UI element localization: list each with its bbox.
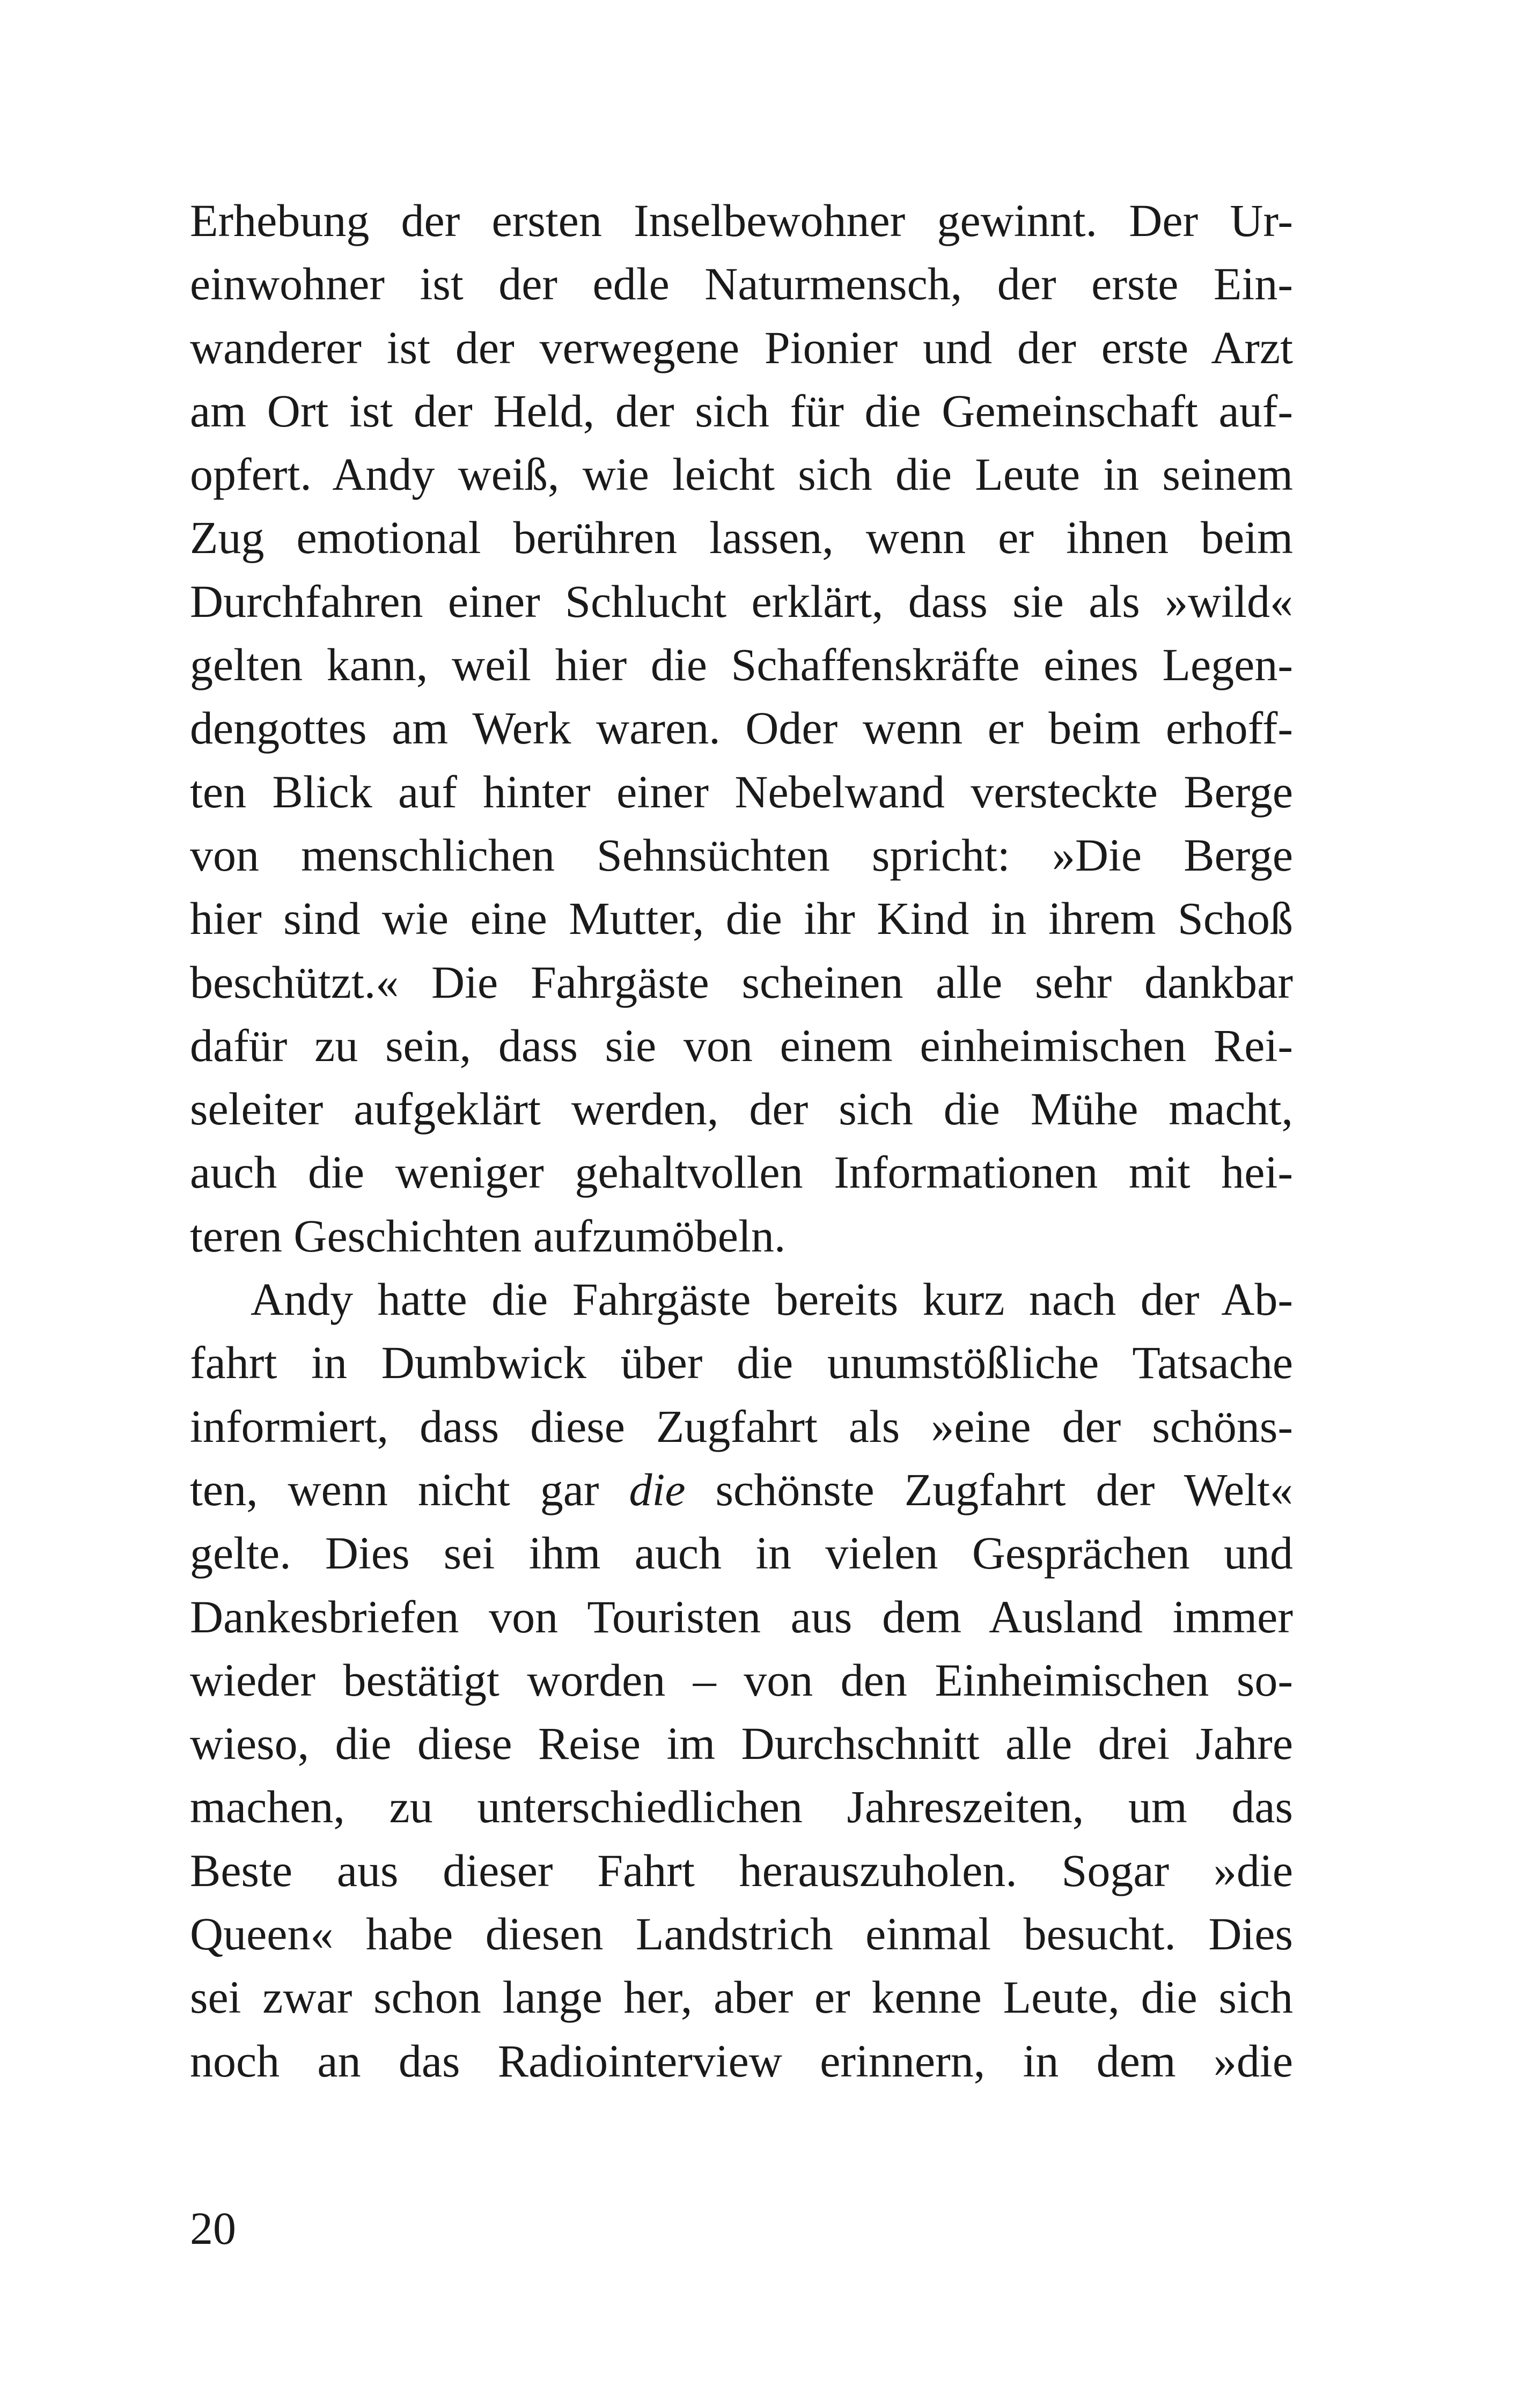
text-line [190,1458,1293,1521]
page-number: 20 [190,2203,236,2254]
text-line: seleiter aufgeklärt werden, der sich die Mühe macht, [190,1083,1293,1135]
text-line: teren Geschichten aufzumöbeln. [190,1210,786,1262]
text-line: ten Blick auf hinter einer Nebelwand versteckte Berge [190,765,1293,818]
text-line: dengottes am Werk waren. Oder wenn er beim erhoff- [190,702,1293,754]
text-line: hier sind wie eine Mutter, die ihr Kind in ihrem Schoß [190,893,1293,945]
text-line: Durchfahren einer Schlucht erklärt, dass sie als »wild« [190,575,1293,627]
text-line: noch an das Radiointerview erinnern, in dem »die [190,2035,1293,2087]
text-line: beschützt.« Die Fahrgäste scheinen alle sehr dankbar [190,956,1293,1008]
text-line: wieso, die diese Reise im Durchschnitt alle drei Jahre [190,1718,1293,1770]
text-line: Zug emotional berühren lassen, wenn er ihnen beim [190,512,1293,564]
text-line: gelten kann, weil hier die Schaffenskräfte eines Legen- [190,639,1293,691]
text-line: am Ort ist der Held, der sich für die Gemeinschaft auf- [190,385,1293,437]
text-line: wieder bestätigt worden – von den Einheimischen so- [190,1654,1293,1706]
text-segment: ten, wenn nicht gar [190,1463,629,1515]
paragraph-2 [190,1268,1293,2093]
text-line: dafür zu sein, dass sie von einem einheimischen Rei- [190,1019,1293,1071]
text-line: wanderer ist der verwegene Pionier und der erste Arzt [190,321,1293,373]
text-line: fahrt in Dumbwick über die unumstößliche Tatsache [190,1337,1293,1389]
text-line: gelte. Dies sei ihm auch in vielen Gesprächen und [190,1527,1293,1579]
text-line: machen, zu unterschiedlichen Jahreszeiten, um das [190,1781,1293,1833]
emphasis: die [629,1463,686,1515]
text-line: einwohner ist der edle Naturmensch, der erste Ein- [190,258,1293,310]
text-line: Andy hatte die Fahrgäste bereits kurz nach der Ab- [251,1273,1293,1325]
text-line: Erhebung der ersten Inselbewohner gewinnt. Der Ur- [190,195,1293,246]
paragraph-1 [190,189,1293,1268]
text-line: informiert, dass diese Zugfahrt als »eine der schöns- [190,1400,1293,1452]
text-segment: schönste Zugfahrt der Welt« [685,1463,1294,1515]
text-line: Queen« habe diesen Landstrich einmal besucht. Dies [190,1908,1293,1960]
text-line: von menschlichen Sehnsüchten spricht: »Die Berge [190,829,1293,881]
text-line: auch die weniger gehaltvollen Informationen mit hei- [190,1146,1293,1198]
text-line: opfert. Andy weiß, wie leicht sich die Leute in seinem [190,448,1293,500]
body-text [190,189,1293,2093]
text-line: Beste aus dieser Fahrt herauszuholen. Sogar »die [190,1844,1293,1896]
text-line: Dankesbriefen von Touristen aus dem Ausland immer [190,1590,1293,1643]
text-line: sei zwar schon lange her, aber er kenne Leute, die sich [190,1971,1293,2023]
